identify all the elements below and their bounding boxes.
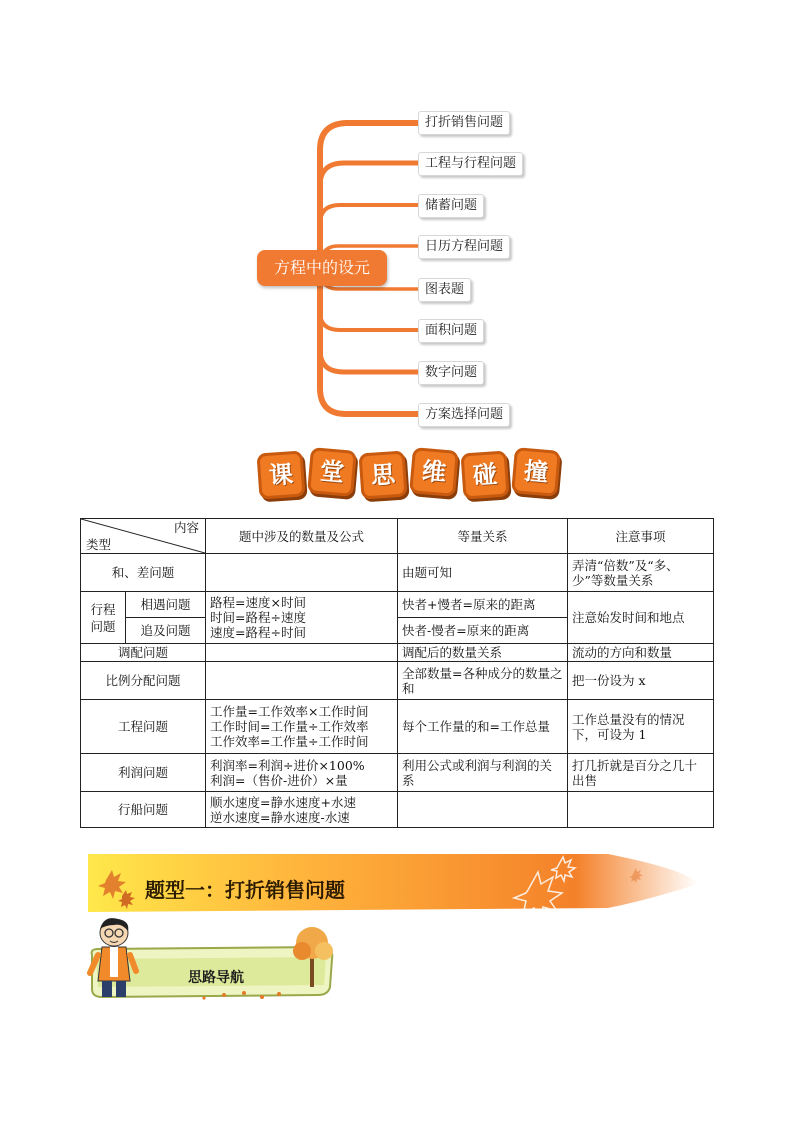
note-cell — [568, 792, 714, 828]
relation-cell: 快者-慢者=原来的距离 — [398, 618, 568, 644]
table-row — [81, 644, 714, 662]
type-cell: 相遇问题 — [126, 592, 206, 618]
formula-line: 顺水速度=静水速度+水速 — [210, 794, 356, 810]
formula-line: 逆水速度=静水速度-水速 — [210, 809, 350, 825]
note-cell: 弄清“倍数”及“多、少”等数量关系 — [568, 554, 714, 592]
formula-cell — [206, 754, 398, 792]
note-cell: 工作总量没有的情况下，可设为 1 — [568, 700, 714, 754]
formula-cell — [206, 644, 398, 662]
table-header-row — [81, 519, 714, 554]
header-formula: 题中涉及的数量及公式 — [206, 519, 398, 554]
banner-char: 碰 — [460, 450, 509, 499]
type-cell: 和、差问题 — [81, 554, 206, 592]
group-cell — [81, 592, 126, 644]
mind-map-connectors — [0, 0, 794, 440]
banner-char: 课 — [256, 450, 305, 499]
branch-savings: 储蓄问题 — [418, 194, 484, 218]
branch-area-problem: 面积问题 — [418, 319, 484, 343]
branch-work-travel: 工程与行程问题 — [418, 152, 523, 176]
relation-cell: 调配后的数量关系 — [398, 644, 568, 662]
guide-illustration — [84, 915, 344, 1005]
branch-discount-sales: 打折销售问题 — [418, 111, 510, 135]
summary-table — [80, 518, 714, 828]
formula-line: 路程=速度×时间 — [210, 595, 306, 610]
section-title: 题型一：打折销售问题 — [145, 878, 345, 902]
corner-content-label: 内容 — [173, 520, 199, 535]
branch-calendar-equation: 日历方程问题 — [418, 235, 510, 259]
type-cell: 调配问题 — [81, 644, 206, 662]
table-row — [81, 700, 714, 754]
formula-cell — [206, 792, 398, 828]
banner-char: 维 — [409, 447, 459, 497]
formula-line: 利润率=利润÷进价×100% — [210, 757, 365, 773]
note-cell: 打几折就是百分之几十出售 — [568, 754, 714, 792]
formula-line: 工作效率=工作量÷工作时间 — [210, 734, 369, 749]
type-cell: 比例分配问题 — [81, 662, 206, 700]
banner-char: 堂 — [307, 447, 357, 497]
table-row — [81, 792, 714, 828]
relation-cell: 由题可知 — [398, 554, 568, 592]
branch-chart-problem: 图表题 — [418, 278, 471, 302]
formula-cell — [206, 554, 398, 592]
banner-char: 撞 — [511, 447, 561, 497]
type-cell: 利润问题 — [81, 754, 206, 792]
relation-cell: 利用公式或利润与利润的关系 — [398, 754, 568, 792]
type-cell: 工程问题 — [81, 700, 206, 754]
formula-line: 工作时间=工作量÷工作效率 — [210, 719, 369, 734]
formula-line: 时间=路程÷速度 — [210, 610, 306, 625]
formula-line: 速度=路程÷时间 — [210, 625, 306, 640]
formula-cell — [206, 592, 398, 644]
guide-badge — [84, 915, 344, 1005]
header-relation: 等量关系 — [398, 519, 568, 554]
formula-line: 利润=（售价-进价）×量 — [210, 772, 348, 788]
note-cell: 把一份设为 x — [568, 662, 714, 700]
relation-cell: 快者+慢者=原来的距离 — [398, 592, 568, 618]
type-cell: 行船问题 — [81, 792, 206, 828]
branch-number-problem: 数字问题 — [418, 361, 484, 385]
relation-cell: 每个工作量的和=工作总量 — [398, 700, 568, 754]
note-cell: 流动的方向和数量 — [568, 644, 714, 662]
banner-char: 思 — [358, 450, 407, 499]
type-cell: 追及问题 — [126, 618, 206, 644]
formula-line: 工作量=工作效率×工作时间 — [210, 704, 369, 719]
branch-plan-choice: 方案选择问题 — [418, 403, 510, 427]
note-cell: 注意始发时间和地点 — [568, 592, 714, 644]
table-row — [81, 592, 714, 618]
group-label: 行程问题 — [90, 601, 116, 634]
guide-label: 思路导航 — [188, 970, 244, 986]
header-note: 注意事项 — [568, 519, 714, 554]
relation-cell: 全部数量=各种成分的数量之和 — [398, 662, 568, 700]
mind-map-root: 方程中的设元 — [257, 250, 387, 286]
formula-cell — [206, 662, 398, 700]
table-row — [81, 754, 714, 792]
mind-map — [0, 0, 794, 440]
corner-cell — [81, 519, 206, 554]
table-row — [81, 662, 714, 700]
corner-type-label: 类型 — [86, 537, 112, 552]
classroom-banner — [258, 448, 559, 498]
table-row — [81, 554, 714, 592]
relation-cell — [398, 792, 568, 828]
formula-cell — [206, 700, 398, 754]
